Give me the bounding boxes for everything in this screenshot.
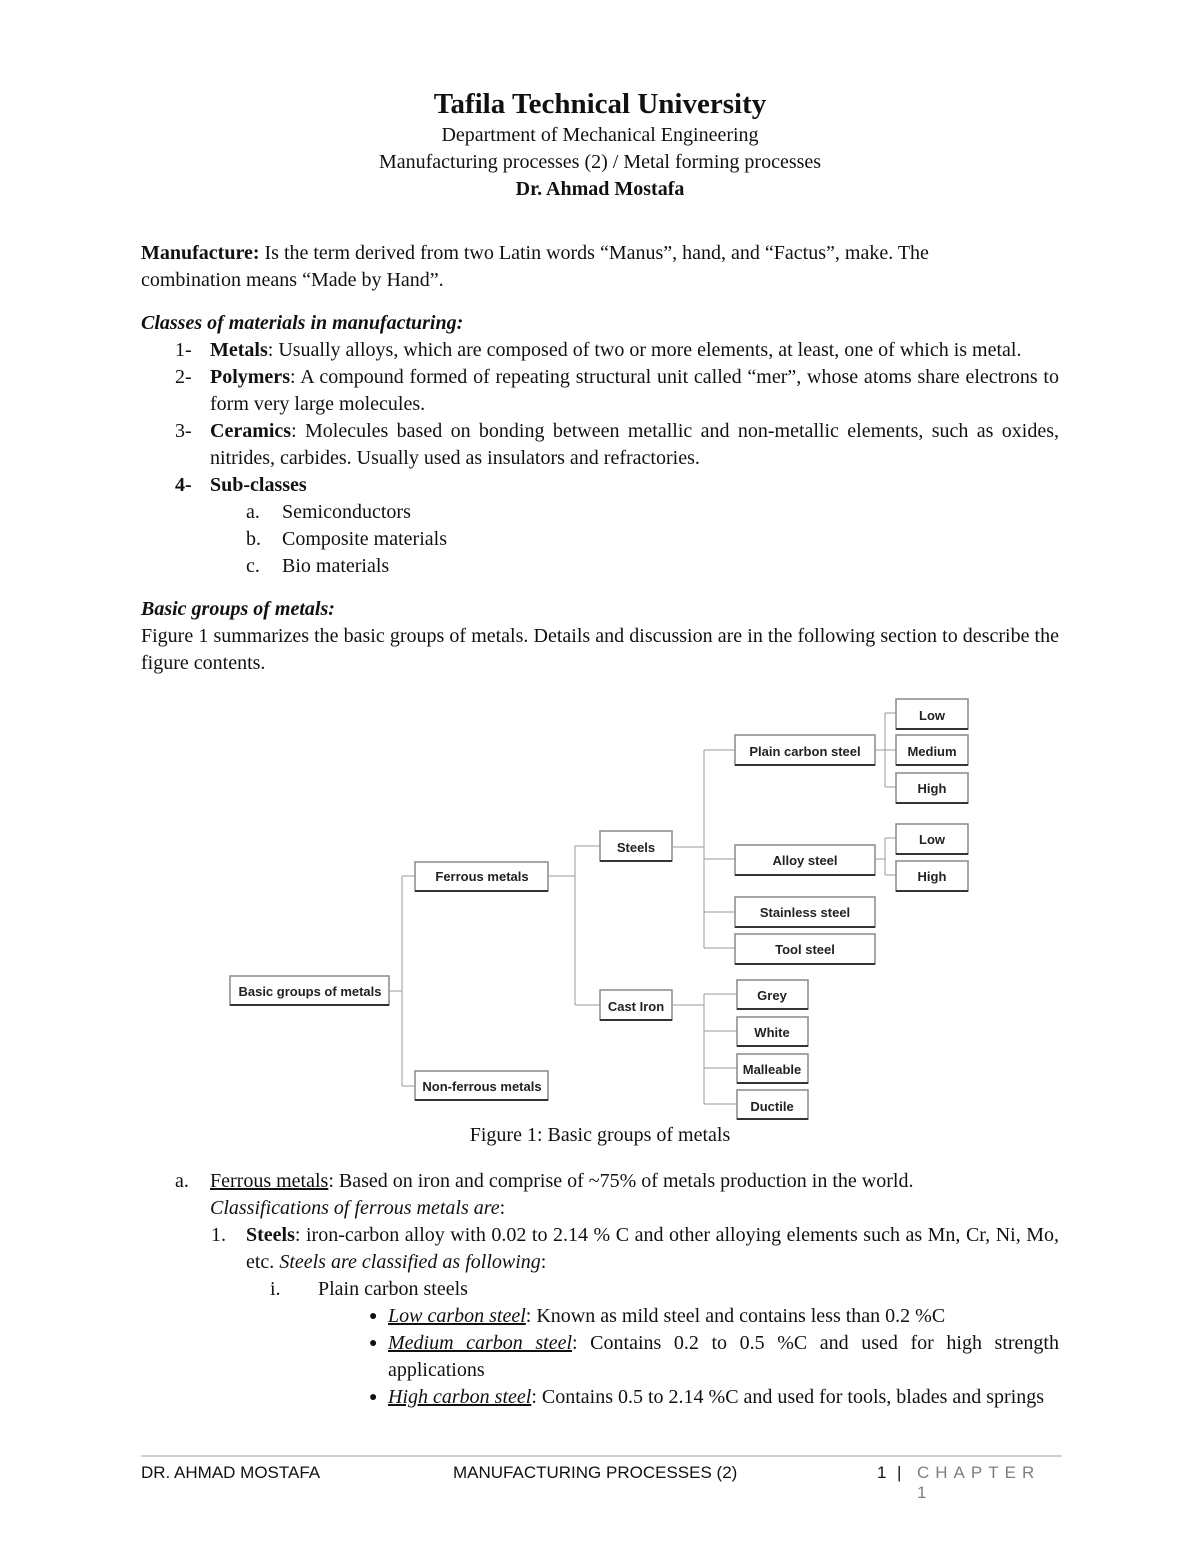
- university-title: Tafila Technical University: [433, 88, 767, 120]
- node-label: Tool steel: [775, 942, 835, 957]
- node-label: Basic groups of metals: [238, 984, 382, 999]
- bullet-low-carbon: ● Low carbon steel: Known as mild steel and contains less than 0.2 %C: [141, 1303, 1059, 1330]
- page-footer: [141, 1455, 1062, 1502]
- class-term: Polymers: [210, 366, 290, 388]
- ferrous-classifications: Classifications of ferrous metals are:: [210, 1197, 506, 1219]
- node-plain-carbon: [735, 735, 875, 765]
- node-castiron: [600, 990, 672, 1020]
- node-alloy-high: [896, 861, 968, 891]
- node-label: Grey: [757, 988, 787, 1003]
- node-nonferrous: [415, 1071, 548, 1100]
- node-label: Steels: [616, 840, 656, 855]
- class-term: Ceramics: [210, 420, 292, 442]
- node-label: Non-ferrous metals: [422, 1079, 542, 1094]
- class-term: Metals: [210, 339, 268, 361]
- manufacture-line-2: combination means “Made by Hand”.: [141, 269, 444, 291]
- list-number: 4-: [175, 474, 192, 496]
- list-number: 1.: [211, 1224, 226, 1246]
- node-grey: [737, 980, 808, 1009]
- node-pc-low: [896, 699, 968, 729]
- node-label: Alloy steel: [772, 853, 838, 868]
- steels-item: 1. Steels: iron-carbon alloy with 0.02 to 2.14 % C and other alloying elements such as Mn, Cr, Ni, Mo, etc. Steels are classified as following:: [141, 1222, 1059, 1276]
- list-number: i.: [270, 1278, 281, 1300]
- node-ferrous: [415, 862, 548, 891]
- list-number: 3-: [175, 420, 192, 442]
- subclass-item: c. Bio materials: [246, 555, 390, 577]
- node-ductile: [737, 1090, 808, 1119]
- footer-page-number: 1: [877, 1463, 887, 1482]
- department-line: Department of Mechanical Engineering: [441, 124, 759, 146]
- plain-carbon-item: i. Plain carbon steels: [141, 1276, 1059, 1303]
- node-label: High: [917, 781, 947, 796]
- footer-separator: |: [897, 1463, 902, 1482]
- class-item-polymers: 2- Polymers: A compound formed of repeating structural unit called “mer”, whose atoms share electrons to form very large molecules.: [141, 364, 1059, 418]
- node-label: Ferrous metals: [435, 869, 529, 884]
- node-label: Low: [919, 708, 945, 723]
- class-text: Usually alloys, which are composed of two or more elements, at least, one of which is metal.: [278, 339, 1022, 361]
- document-body: [141, 240, 1059, 677]
- node-label: Stainless steel: [759, 905, 851, 920]
- node-label: Plain carbon steel: [749, 744, 861, 759]
- class-text: Molecules based on bonding between metallic and non-metallic elements, such as oxides, nitrides, carbides. Usually used as insulators and refractories.: [210, 420, 1059, 469]
- node-label: White: [754, 1025, 790, 1040]
- basic-groups-text: Figure 1 summarizes the basic groups of metals. Details and discussion are in the following section to describe the figure contents.: [141, 625, 1059, 674]
- node-pc-medium: [896, 735, 968, 765]
- classes-heading: Classes of materials in manufacturing:: [141, 312, 464, 334]
- bullet-medium-carbon: ● Medium carbon steel: Contains 0.2 to 0.5 %C and used for high strength applications: [141, 1330, 1059, 1384]
- footer-author: DR. AHMAD MOSTAFA: [141, 1463, 321, 1482]
- manufacture-term: Manufacture:: [141, 242, 260, 264]
- bullet-icon: ●: [369, 1390, 378, 1405]
- node-label: Ductile: [750, 1099, 794, 1114]
- manufacture-line-1: Is the term derived from two Latin words “Manus”, hand, and “Factus”, make. The: [264, 242, 929, 264]
- author-line: Dr. Ahmad Mostafa: [515, 178, 685, 200]
- node-label: Medium: [907, 744, 957, 759]
- node-stainless: [735, 897, 875, 927]
- list-number: 1-: [175, 339, 192, 361]
- node-malleable: [737, 1054, 808, 1083]
- bullet-icon: ●: [369, 1336, 378, 1351]
- subclass-item: a. Semiconductors: [246, 501, 411, 523]
- list-number: a.: [175, 1170, 189, 1192]
- node-root: [230, 976, 389, 1005]
- class-term: Sub-classes: [210, 474, 307, 496]
- manufacture-definition: [141, 240, 1059, 294]
- footer-course: MANUFACTURING PROCESSES (2): [453, 1463, 738, 1482]
- class-item-metals: 1- Metals: Usually alloys, which are composed of two or more elements, at least, one of which is metal.: [141, 337, 1059, 364]
- node-alloy: [735, 845, 875, 875]
- basic-groups-heading: Basic groups of metals:: [141, 598, 335, 620]
- class-item-subclasses: [141, 472, 1059, 499]
- node-white: [737, 1017, 808, 1046]
- ferrous-section: [141, 1168, 1059, 1411]
- ferrous-term: Ferrous metals: [210, 1170, 329, 1192]
- node-label: Malleable: [742, 1062, 802, 1077]
- document-header: [0, 86, 1200, 203]
- figure-caption: Figure 1: Basic groups of metals: [469, 1124, 731, 1146]
- node-alloy-low: [896, 824, 968, 854]
- steels-term: Steels: [246, 1224, 295, 1246]
- node-label: Low: [919, 832, 945, 847]
- node-steels: [600, 831, 672, 861]
- class-item-ceramics: 3- Ceramics: Molecules based on bonding between metallic and non-metallic elements, such as oxides, nitrides, carbides. Usually used as insulators and refractories.: [141, 418, 1059, 472]
- bullet-high-carbon: ● High carbon steel: Contains 0.5 to 2.14 %C and used for tools, blades and springs: [141, 1384, 1059, 1411]
- bullet-icon: ●: [369, 1309, 378, 1324]
- basic-groups-figure: [0, 690, 1200, 1120]
- ferrous-text: : Based on iron and comprise of ~75% of metals production in the world.: [328, 1170, 914, 1192]
- class-text: A compound formed of repeating structural unit called “mer”, whose atoms share electrons to form very large molecules.: [210, 366, 1059, 415]
- course-line: Manufacturing processes (2) / Metal forming processes: [378, 151, 822, 173]
- node-label: High: [917, 869, 947, 884]
- node-pc-high: [896, 773, 968, 803]
- subclass-item: b. Composite materials: [246, 528, 447, 550]
- footer-chapter: CHAPTER 1: [917, 1463, 1041, 1502]
- node-label: Cast Iron: [607, 999, 665, 1014]
- ferrous-item: [141, 1168, 1059, 1195]
- list-number: 2-: [175, 366, 192, 388]
- node-tool: [735, 934, 875, 964]
